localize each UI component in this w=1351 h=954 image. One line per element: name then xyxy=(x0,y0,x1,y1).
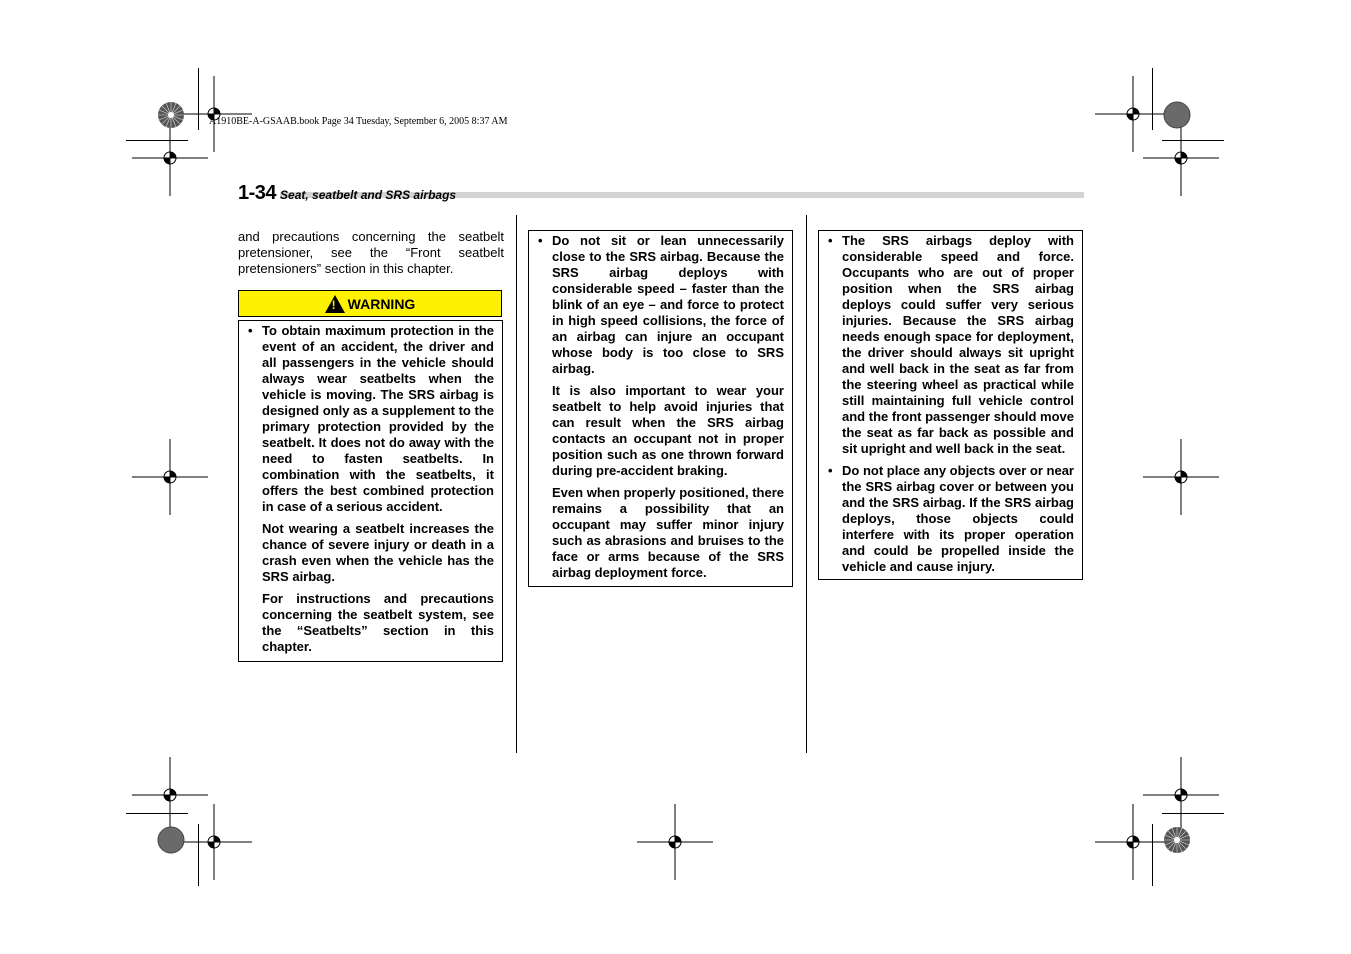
list-item xyxy=(529,233,784,581)
warning-header xyxy=(238,290,502,317)
file-info-header: A1910BE-A-GSAAB.book Page 34 Tuesday, September 6, 2005 8:37 AM xyxy=(209,116,508,127)
radial-color-target-icon xyxy=(158,827,184,853)
warning-paragraph: • Do not place any objects over or near the SRS airbag cover or between you and the SRS airbag. If the SRS airbag deploys, those objects could interfere with its proper operation and could be propelled inside the vehicle and cause injury. xyxy=(842,463,1074,574)
crosshair-registration-icon xyxy=(637,804,713,880)
warning-paragraph: Even when properly positioned, there remains a possibility that an occupant may suffer minor injury such as abrasions and bruises to the face or arms because of the SRS airbag deployment force. xyxy=(552,485,784,580)
crosshair-registration-icon xyxy=(132,120,208,196)
warning-label: WARNING xyxy=(347,295,416,312)
page-number: 1-34 xyxy=(238,182,277,204)
warning-paragraph: For instructions and precautions concerning the seatbelt system, see the “Seatbelts” section in this chapter. xyxy=(262,591,494,654)
list-item xyxy=(239,323,494,655)
warning-box-col2 xyxy=(528,230,793,587)
warning-triangle-icon xyxy=(325,295,345,313)
crosshair-registration-icon xyxy=(1095,76,1171,152)
crosshair-registration-icon xyxy=(1143,757,1219,833)
intro-paragraph: and precautions concerning the seatbelt pretensioner, see the “Front seatbelt pretensioners” section in this chapter. xyxy=(238,229,504,276)
warning-paragraph: Not wearing a seatbelt increases the chance of severe injury or death in a crash even when the vehicle has the SRS airbag. xyxy=(262,521,494,584)
crosshair-registration-icon xyxy=(132,439,208,515)
column-divider xyxy=(806,215,807,753)
crosshair-registration-icon xyxy=(132,757,208,833)
warning-box-col3 xyxy=(818,230,1083,580)
column-divider xyxy=(516,215,517,753)
crosshair-registration-icon xyxy=(1143,120,1219,196)
crosshair-registration-icon xyxy=(1095,804,1171,880)
warning-box-col1 xyxy=(238,320,503,662)
radial-color-target-icon xyxy=(158,102,184,128)
section-title xyxy=(238,182,456,205)
warning-paragraph: • To obtain maximum protection in the event of an accident, the driver and all passengers in the vehicle should always wear seatbelts when the vehicle is moving. The SRS airbag is designed only as a supplement to the primary protection provided by the seatbelt. It does not do away with the need to fasten seatbelts. In combination with the seatbelts, it offers the best combined protection in case of a serious accident. xyxy=(262,323,494,514)
crosshair-registration-icon xyxy=(176,76,252,152)
section-name: Seat, seatbelt and SRS airbags xyxy=(280,188,457,202)
list-item xyxy=(819,463,1074,575)
warning-paragraph: It is also important to wear your seatbelt to help avoid injuries that can result when the SRS airbag contacts an occupant not in proper position such as one thrown forward during pre-accident braking. xyxy=(552,383,784,478)
radial-color-target-icon xyxy=(1164,102,1190,128)
list-item xyxy=(819,233,1074,457)
warning-paragraph: • Do not sit or lean unnecessarily close to the SRS airbag. Because the SRS airbag deploys with considerable speed – faster than the blink of an eye – and force to protect in high speed collisions, the force of an airbag can injure an occupant whose body is too close to SRS airbag. xyxy=(552,233,784,376)
radial-color-target-icon xyxy=(1164,827,1190,853)
crosshair-registration-icon xyxy=(1143,439,1219,515)
crosshair-registration-icon xyxy=(176,804,252,880)
warning-paragraph: • The SRS airbags deploy with considerable speed and force. Occupants who are out of proper position when the SRS airbag deploys could suffer very serious injuries. Because the SRS airbag needs enough space for deployment, the driver should always sit upright and well back in the seat as far from the steering wheel as practical while still maintaining full vehicle control and the front passenger should move the seat as far back as possible and sit upright and well back in the seat. xyxy=(842,233,1074,456)
